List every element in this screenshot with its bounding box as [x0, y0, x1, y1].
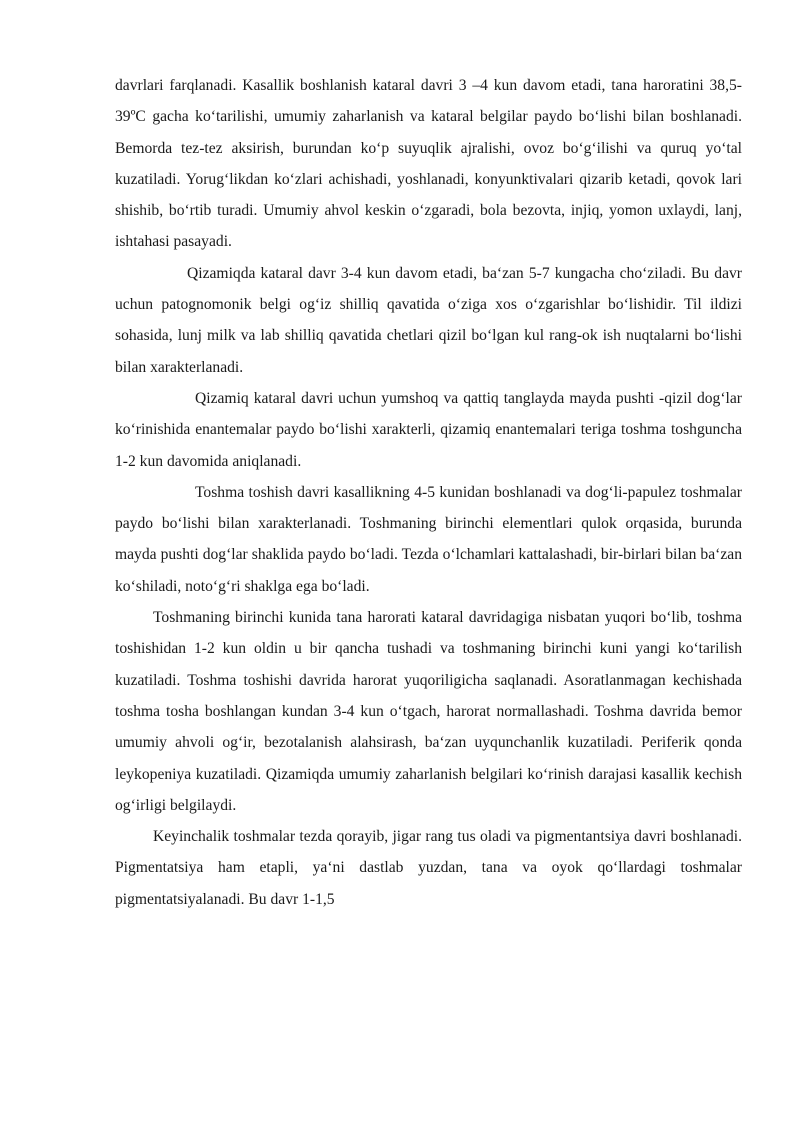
paragraph-rash-temperature: Toshmaning birinchi kunida tana harorati kataral davridagiga nisbatan yuqori bo‘lib, toshma toshishidan 1-2 kun oldin u bir qancha tushadi va toshmaning birinchi kuni yangi ko‘tarilish kuzatiladi. Toshma toshishi davrida harorat yuqoriligicha saqlanadi. Asoratlanmagan kechishada toshma tosha boshlangan kundan 3-4 kun o‘tgach, harorat normallashadi. Toshma davrida bemor umumiy ahvoli og‘ir, bezotalanish alahsirash, ba‘zan uyqunchanlik kuzatiladi. Periferik qonda leykopeniya kuzatiladi. Qizamiqda umumiy zaharlanish belgilari ko‘rinish darajasi kasallik kechish og‘irligi belgilaydi.: [115, 609, 742, 814]
paragraph-rash-period: Toshma toshish davri kasallikning 4-5 kunidan boshlanadi va dog‘li-papulez toshmalar paydo bo‘lishi bilan xarakterlanadi. Toshmaning birinchi elementlari qulok orqasida, burunda mayda pushti dog‘lar shaklida paydo bo‘ladi. Tezda o‘lchamlari kattalashadi, bir-birlari bilan ba‘zan ko‘shiladi, noto‘g‘ri shaklga ega bo‘ladi.: [115, 483, 742, 595]
paragraph-pigmentation: Keyinchalik toshmalar tezda qorayib, jigar rang tus oladi va pigmentantsiya davri boshlanadi. Pigmentatsiya ham etapli, ya‘ni dastlab yuzdan, tana va oyok qo‘llardagi toshmalar pigmentatsiyalanadi. Bu davr 1-1,5: [115, 828, 742, 908]
document-page: [115, 70, 742, 915]
paragraph-catarrhal-duration: Qizamiqda kataral davr 3-4 kun davom etadi, ba‘zan 5-7 kungacha cho‘ziladi. Bu davr uchun patognomonik belgi og‘iz shilliq qavatida o‘ziga xos o‘zgarishlar bo‘lishidir. Til ildizi sohasida, lunj milk va lab shilliq qavatida chetlari qizil bo‘lgan kul rang-ok ish nuqtalarni bo‘lishi bilan xarakterlanadi.: [115, 264, 742, 376]
paragraph-catarrhal-onset: davrlari farqlanadi. Kasallik boshlanish kataral davri 3 –4 kun davom etadi, tana haroratini 38,5-39ºC gacha ko‘tarilishi, umumiy zaharlanish va kataral belgilar paydo bo‘lishi bilan boshlanadi. Bemorda tez-tez aksirish, burundan ko‘p suyuqlik ajralishi, ovoz bo‘g‘ilishi va quruq yo‘tal kuzatiladi. Yorug‘likdan ko‘zlari achishadi, yoshlanadi, konyunktivalari qizarib ketadi, qovok lari shishib, bo‘rtib turadi. Umumiy ahvol keskin o‘zgaradi, bola bezovta, injiq, yomon uxlaydi, lanj, ishtahasi pasayadi.: [115, 77, 742, 251]
paragraph-enanthema: Qizamiq kataral davri uchun yumshoq va qattiq tanglayda mayda pushti -qizil dog‘lar ko‘rinishida enantemalar paydo bo‘lishi xarakterli, qizamiq enantemalari teriga toshma toshguncha 1-2 kun davomida aniqlanadi.: [115, 389, 742, 470]
